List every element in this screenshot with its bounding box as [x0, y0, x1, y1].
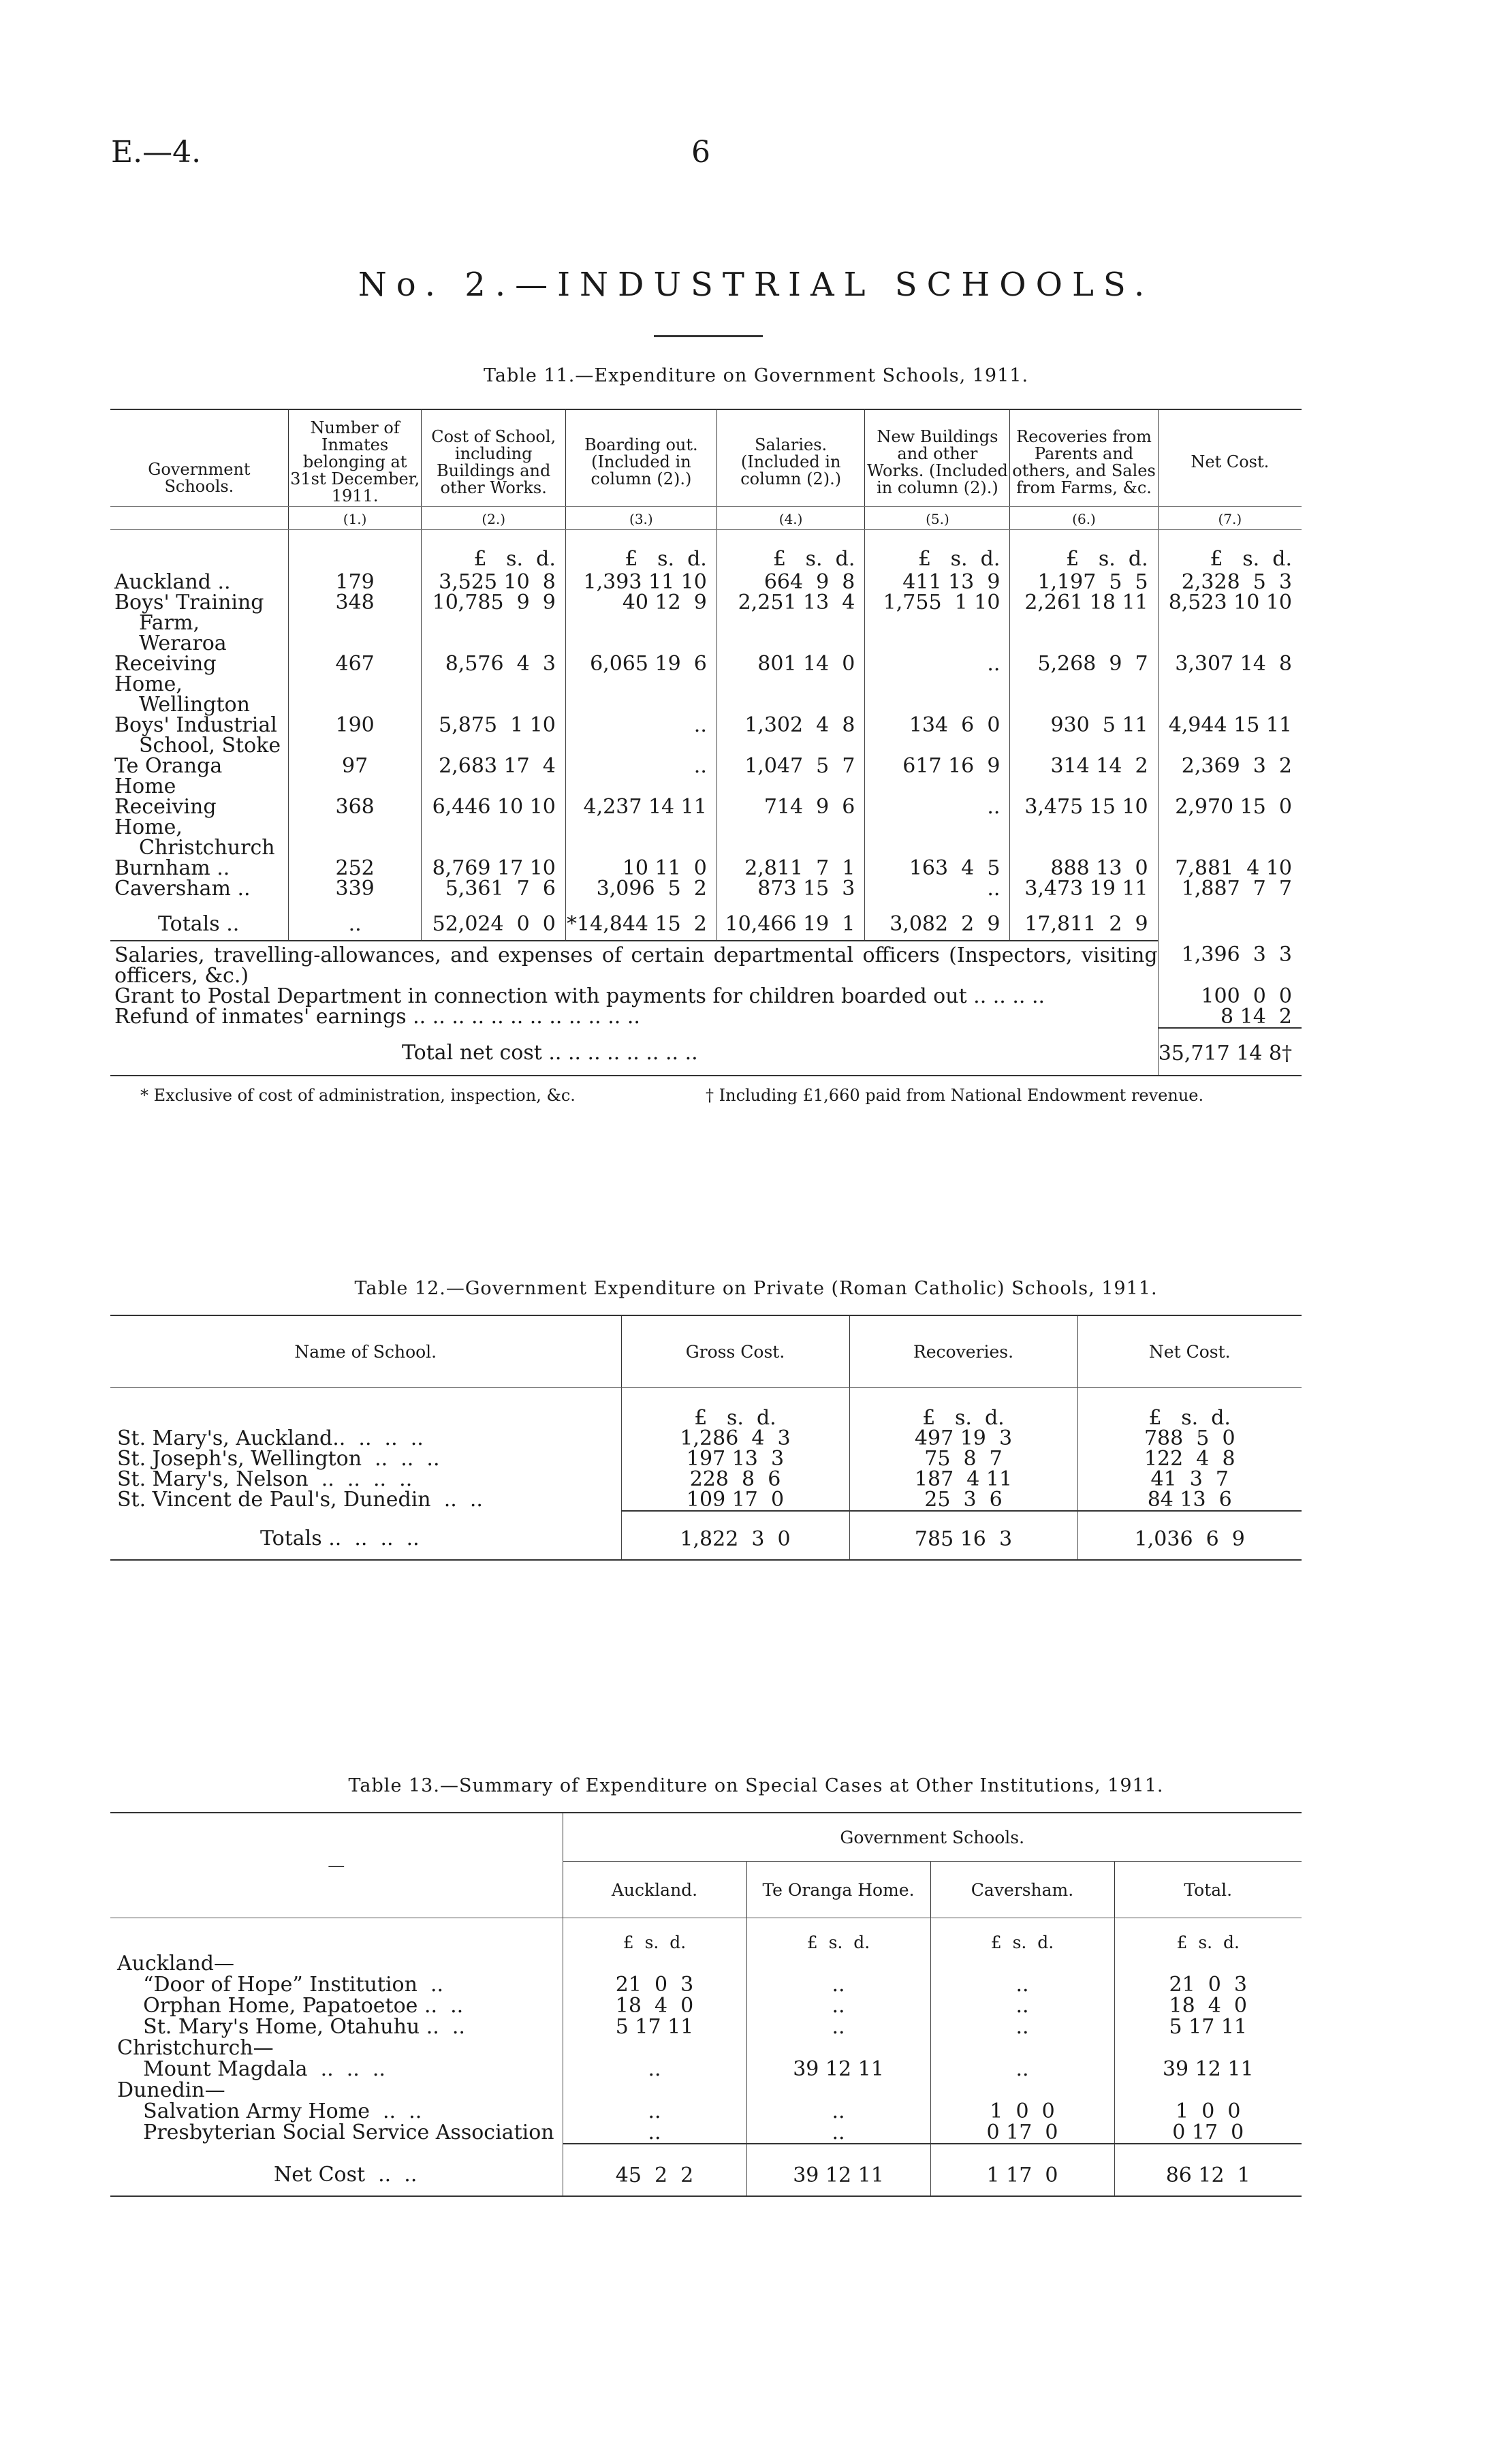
cell: ..	[930, 2059, 1114, 2080]
t12-col-net: Net Cost.	[1077, 1315, 1302, 1388]
cell: 411 13 9	[865, 569, 1010, 593]
table-row	[110, 2059, 1302, 2080]
row-label: Mount Magdala .. .. ..	[117, 2057, 385, 2081]
t11-colnum-6: (6.)	[1010, 507, 1158, 530]
table-row	[110, 879, 1302, 899]
cell: 6,446 10 10	[422, 797, 565, 858]
cell: 2,369 3 2	[1158, 756, 1302, 797]
cell: 3,307 14 8	[1158, 654, 1302, 715]
table-row	[110, 654, 1302, 715]
t11-col-0: Government Schools.	[110, 409, 288, 507]
t11-col-3: Boarding out. (Included in column (2).)	[565, 409, 716, 507]
cell: 3,096 5 2	[565, 879, 716, 899]
cell: 1,197 5 5	[1010, 569, 1158, 593]
t11-col-6: Recoveries from Parents and others, and Sales from Farms, &c.	[1010, 409, 1158, 507]
t11-total-net-value: 35,717 14 8†	[1158, 1028, 1302, 1076]
t13-total-cell: 86 12 1	[1114, 2144, 1302, 2196]
t11-col-5: New Buildings and other Works. (Included in column (2).)	[865, 409, 1010, 507]
t13-total-label: Net Cost .. ..	[274, 2163, 418, 2187]
t11-total-cell: *14,844 15 2	[565, 899, 716, 941]
t11-colnum-3: (3.)	[565, 507, 716, 530]
t11-col-7: Net Cost.	[1158, 409, 1302, 507]
t13-total-cell: 45 2 2	[563, 2144, 746, 2196]
table-row	[110, 2037, 1302, 2059]
cell: ..	[746, 1995, 930, 2016]
row-label-line: Receiving Home,	[114, 795, 217, 839]
cell: 41 3 7	[1077, 1469, 1302, 1490]
t12-col-name: Name of School.	[110, 1315, 621, 1388]
t11-total-label: Totals ..	[158, 912, 240, 936]
cell: 163 4 5	[865, 858, 1010, 879]
cell	[1114, 2080, 1302, 2101]
t11-total-cell: 10,466 19 1	[716, 899, 865, 941]
t12-col-recoveries: Recoveries.	[849, 1315, 1077, 1388]
row-label: Presbyterian Social Service Association	[117, 2121, 554, 2144]
table-row	[110, 2122, 1302, 2144]
cell: 190	[288, 715, 422, 756]
row-label	[110, 797, 288, 858]
cell: 3,473 19 11	[1010, 879, 1158, 899]
table13-caption: Table 13.—Summary of Expenditure on Special Cases at Other Institutions, 1911.	[348, 1775, 1164, 1796]
cell: ..	[930, 2016, 1114, 2037]
cell: ..	[746, 1974, 930, 1995]
cell	[1114, 1953, 1302, 1974]
row-label	[110, 715, 288, 756]
cell: 1,302 4 8	[716, 715, 865, 756]
row-label: St. Mary's, Auckland.. .. .. ..	[117, 1426, 424, 1450]
cell: 1,887 7 7	[1158, 879, 1302, 899]
t11-footnote-1: * Exclusive of cost of administration, inspection, &c.	[140, 1086, 576, 1105]
title-divider	[654, 335, 763, 337]
row-label: Salvation Army Home .. ..	[117, 2099, 422, 2123]
cell: ..	[746, 2016, 930, 2037]
t12-col-gross: Gross Cost.	[621, 1315, 849, 1388]
t11-unit: £ s. d.	[565, 530, 716, 570]
cell: 25 3 6	[849, 1490, 1077, 1511]
table12-caption: Table 12.—Government Expenditure on Private (Roman Catholic) Schools, 1911.	[354, 1278, 1158, 1299]
row-label-line: Farm, Weraroa	[139, 611, 227, 655]
cell: 8,576 4 3	[422, 654, 565, 715]
cell: 617 16 9	[865, 756, 1010, 797]
cell: 0 17 0	[1114, 2122, 1302, 2144]
row-label: St. Mary's, Nelson .. .. .. ..	[117, 1467, 413, 1491]
cell: 84 13 6	[1077, 1490, 1302, 1511]
row-label-line: School, Stoke	[139, 734, 281, 757]
table-row	[110, 797, 1302, 858]
cell: 368	[288, 797, 422, 858]
page-title: No. 2.—INDUSTRIAL SCHOOLS.	[358, 266, 1154, 304]
t11-extra-label: Refund of inmates' earnings .. .. .. .. .. .. .. .. .. .. .. ..	[114, 1005, 640, 1029]
t11-colnum-2: (2.)	[422, 507, 565, 530]
cell: 3,475 15 10	[1010, 797, 1158, 858]
cell	[1114, 2037, 1302, 2059]
cell: 39 12 11	[746, 2059, 930, 2080]
table-row	[110, 1974, 1302, 1995]
cell: 2,683 17 4	[422, 756, 565, 797]
cell: 134 6 0	[865, 715, 1010, 756]
cell: 1,047 5 7	[716, 756, 865, 797]
t13-group-header: Government Schools.	[563, 1813, 1302, 1862]
t13-col-te-oranga: Te Oranga Home.	[746, 1862, 930, 1918]
table13	[110, 1812, 1302, 2198]
table-row	[110, 756, 1302, 797]
table-row	[110, 569, 1302, 593]
cell: ..	[565, 715, 716, 756]
cell: 5,268 9 7	[1010, 654, 1158, 715]
cell: 348	[288, 593, 422, 654]
cell: ..	[930, 1995, 1114, 2016]
t13-unit: £ s. d.	[930, 1918, 1114, 1954]
row-label-line: Boys' Training	[114, 591, 264, 614]
t11-colnum-1: (1.)	[288, 507, 422, 530]
t11-extra-label: Salaries, travelling-allowances, and expenses of certain departmental officers (Inspectors, visiting officers, &c.)	[110, 941, 1158, 986]
cell: 1 0 0	[1114, 2101, 1302, 2122]
t11-col-2: Cost of School, including Buildings and other Works.	[422, 409, 565, 507]
cell: 2,811 7 1	[716, 858, 865, 879]
t11-unit: £ s. d.	[1158, 530, 1302, 570]
row-label	[110, 593, 288, 654]
t11-colnum-4: (4.)	[716, 507, 865, 530]
cell: 97	[288, 756, 422, 797]
t11-total-cell	[1158, 899, 1302, 941]
table-row	[110, 1428, 1302, 1449]
row-label-line: Boys' Industrial	[114, 713, 277, 737]
cell: 497 19 3	[849, 1428, 1077, 1449]
t11-total-cell: 52,024 0 0	[422, 899, 565, 941]
cell	[563, 2080, 746, 2101]
t11-extra-label: Grant to Postal Department in connection with payments for children boarded out .. .. .. ..	[114, 984, 1045, 1008]
cell: 2,970 15 0	[1158, 797, 1302, 858]
t13-col-caversham: Caversham.	[930, 1862, 1114, 1918]
cell: 2,328 5 3	[1158, 569, 1302, 593]
report-code: E.—4.	[111, 135, 202, 170]
cell: ..	[930, 1974, 1114, 1995]
t13-unit: £ s. d.	[563, 1918, 746, 1954]
t12-total-cell: 1,036 6 9	[1077, 1511, 1302, 1560]
cell: 40 12 9	[565, 593, 716, 654]
table-row	[110, 858, 1302, 879]
t11-colnum-0	[110, 507, 288, 530]
table-row	[110, 1449, 1302, 1469]
row-label: Orphan Home, Papatoetoe .. ..	[117, 1994, 464, 2018]
cell	[930, 2037, 1114, 2059]
cell: ..	[563, 2101, 746, 2122]
t12-unit: £ s. d.	[621, 1388, 849, 1429]
cell: 1,755 1 10	[865, 593, 1010, 654]
t11-total-net-label: Total net cost .. .. .. .. .. .. .. ..	[402, 1041, 698, 1065]
row-label: Caversham ..	[114, 877, 251, 901]
cell: ..	[565, 756, 716, 797]
t13-body	[110, 1953, 1302, 2144]
cell: 1 0 0	[930, 2101, 1114, 2122]
t11-col-1: Number of Inmates belonging at 31st December, 1911.	[288, 409, 422, 507]
cell: 18 4 0	[563, 1995, 746, 2016]
cell: 8,523 10 10	[1158, 593, 1302, 654]
t13-col-total: Total.	[1114, 1862, 1302, 1918]
table-row	[110, 2101, 1302, 2122]
t12-total-cell: 785 16 3	[849, 1511, 1077, 1560]
cell: 714 9 6	[716, 797, 865, 858]
t12-unit: £ s. d.	[1077, 1388, 1302, 1429]
cell: 4,237 14 11	[565, 797, 716, 858]
table-row	[110, 1995, 1302, 2016]
cell: 5,361 7 6	[422, 879, 565, 899]
cell: 122 4 8	[1077, 1449, 1302, 1469]
cell: 467	[288, 654, 422, 715]
cell: 3,525 10 8	[422, 569, 565, 593]
table-row	[110, 2080, 1302, 2101]
row-label: St. Mary's Home, Otahuhu .. ..	[117, 2015, 465, 2039]
t11-body	[110, 569, 1302, 899]
page-number: 6	[691, 135, 710, 170]
row-label: Auckland ..	[114, 570, 231, 594]
row-label: St. Vincent de Paul's, Dunedin .. ..	[117, 1488, 483, 1512]
table-row	[110, 1953, 1302, 1974]
cell: 187 4 11	[849, 1469, 1077, 1490]
cell: 664 9 8	[716, 569, 865, 593]
cell: 2,251 13 4	[716, 593, 865, 654]
cell: 5 17 11	[1114, 2016, 1302, 2037]
table-row	[110, 2016, 1302, 2037]
t11-unit: £ s. d.	[1010, 530, 1158, 570]
cell: 197 13 3	[621, 1449, 849, 1469]
table12	[110, 1315, 1302, 1562]
row-label: Te Oranga Home	[114, 754, 223, 798]
t11-unit: £ s. d.	[716, 530, 865, 570]
t13-unit: £ s. d.	[746, 1918, 930, 1954]
t12-total-label: Totals .. .. .. ..	[260, 1527, 420, 1550]
cell: 788 5 0	[1077, 1428, 1302, 1449]
table-row	[110, 715, 1302, 756]
t13-col-auckland: Auckland.	[563, 1862, 746, 1918]
cell: 179	[288, 569, 422, 593]
cell: ..	[563, 2059, 746, 2080]
t12-unit: £ s. d.	[849, 1388, 1077, 1429]
t11-colnum-5: (5.)	[865, 507, 1010, 530]
cell: 39 12 11	[1114, 2059, 1302, 2080]
cell: 1,393 11 10	[565, 569, 716, 593]
t11-total-cell: ..	[288, 899, 422, 941]
t13-total-cell: 39 12 11	[746, 2144, 930, 2196]
cell: 314 14 2	[1010, 756, 1158, 797]
cell: 4,944 15 11	[1158, 715, 1302, 756]
row-label: Dunedin—	[117, 2078, 225, 2102]
cell: 339	[288, 879, 422, 899]
row-label: Christchurch—	[117, 2036, 274, 2060]
cell: 888 13 0	[1010, 858, 1158, 879]
cell	[746, 2037, 930, 2059]
t11-total-cell: 17,811 2 9	[1010, 899, 1158, 941]
t11-unit: £ s. d.	[422, 530, 565, 570]
table-row	[110, 593, 1302, 654]
t11-total-cell: 3,082 2 9	[865, 899, 1010, 941]
cell: 10 11 0	[565, 858, 716, 879]
cell: 21 0 3	[563, 1974, 746, 1995]
cell: 21 0 3	[1114, 1974, 1302, 1995]
row-label-line: Christchurch	[139, 836, 275, 860]
cell: 5 17 11	[563, 2016, 746, 2037]
cell: 7,881 4 10	[1158, 858, 1302, 879]
cell: 6,065 19 6	[565, 654, 716, 715]
cell: 5,875 1 10	[422, 715, 565, 756]
cell: ..	[865, 797, 1010, 858]
cell: ..	[746, 2101, 930, 2122]
cell: 75 8 7	[849, 1449, 1077, 1469]
row-label: Auckland—	[117, 1952, 234, 1975]
t12-body	[110, 1428, 1302, 1511]
t11-colnum-7: (7.)	[1158, 507, 1302, 530]
row-label: “Door of Hope” Institution ..	[117, 1973, 444, 1997]
t13-blank-header: —	[110, 1813, 563, 1918]
table-row	[110, 1469, 1302, 1490]
cell: 930 5 11	[1010, 715, 1158, 756]
t11-extra-value: 1,396 3 3	[1158, 941, 1302, 986]
cell	[746, 2080, 930, 2101]
cell: 8,769 17 10	[422, 858, 565, 879]
t11-extra-value: 100 0 0	[1158, 986, 1302, 1007]
cell: 1,286 4 3	[621, 1428, 849, 1449]
t11-col-4: Salaries. (Included in column (2).)	[716, 409, 865, 507]
cell: ..	[746, 2122, 930, 2144]
cell: ..	[865, 654, 1010, 715]
row-label: Burnham ..	[114, 856, 230, 880]
cell	[930, 2080, 1114, 2101]
t13-unit: £ s. d.	[1114, 1918, 1302, 1954]
table11-caption: Table 11.—Expenditure on Government Schools, 1911.	[483, 365, 1029, 386]
row-label	[110, 654, 288, 715]
cell: 801 14 0	[716, 654, 865, 715]
cell	[563, 2037, 746, 2059]
cell: 873 15 3	[716, 879, 865, 899]
t11-unit: £ s. d.	[865, 530, 1010, 570]
cell	[563, 1953, 746, 1974]
cell: 109 17 0	[621, 1490, 849, 1511]
table-row	[110, 1490, 1302, 1511]
row-label: St. Joseph's, Wellington .. .. ..	[117, 1447, 440, 1471]
t11-footnote-2: † Including £1,660 paid from National Endowment revenue.	[706, 1086, 1204, 1105]
row-label-line: Receiving Home,	[114, 652, 217, 696]
t13-total-cell: 1 17 0	[930, 2144, 1114, 2196]
table11	[110, 409, 1302, 1078]
cell	[746, 1953, 930, 1974]
t12-total-cell: 1,822 3 0	[621, 1511, 849, 1560]
cell: ..	[563, 2122, 746, 2144]
cell: 18 4 0	[1114, 1995, 1302, 2016]
t11-extra-value: 8 14 2	[1158, 1007, 1302, 1028]
cell	[930, 1953, 1114, 1974]
cell: ..	[865, 879, 1010, 899]
cell: 228 8 6	[621, 1469, 849, 1490]
cell: 10,785 9 9	[422, 593, 565, 654]
cell: 0 17 0	[930, 2122, 1114, 2144]
row-label-line: Wellington	[139, 693, 250, 717]
cell: 252	[288, 858, 422, 879]
cell: 2,261 18 11	[1010, 593, 1158, 654]
